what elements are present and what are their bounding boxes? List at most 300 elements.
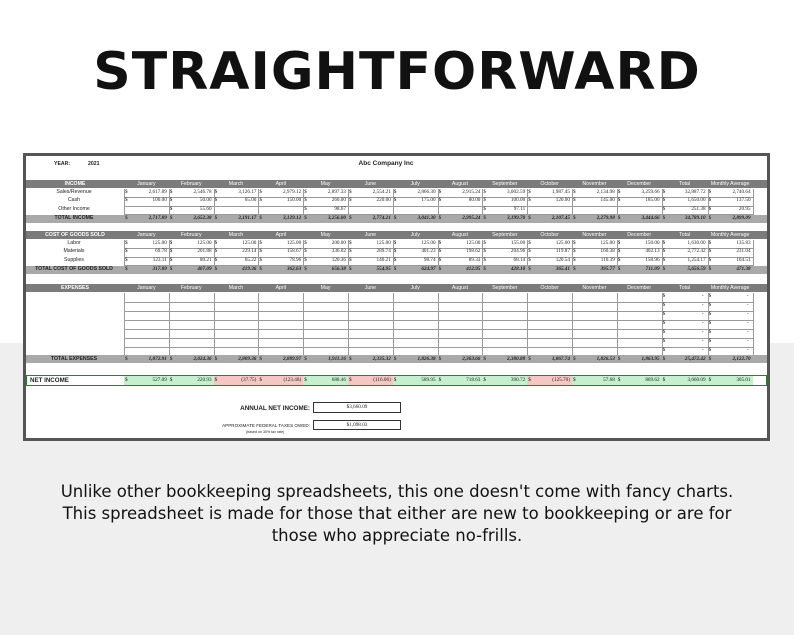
month-value: 175.00	[421, 197, 436, 203]
total-value: 25,472.42	[684, 355, 706, 362]
currency-sign: $	[662, 215, 666, 221]
currency-sign: $	[259, 248, 262, 254]
month-value: 125.00	[197, 239, 212, 246]
month-value: 160.38	[600, 248, 615, 254]
grid-line	[572, 240, 573, 266]
average-value: -	[746, 338, 749, 344]
month-value: 204.96	[510, 248, 526, 254]
month-header: March	[228, 180, 244, 187]
currency-sign: $	[169, 248, 173, 254]
row-label: Supplies	[64, 256, 84, 263]
currency-sign: $	[349, 239, 352, 246]
grid-line	[393, 293, 394, 356]
grid-line	[124, 311, 753, 312]
total-value: 3,660.09	[687, 377, 706, 383]
currency-sign: $	[169, 215, 173, 221]
currency-sign: $	[483, 205, 486, 212]
average-value: 2,122.70	[732, 355, 751, 362]
grid-line	[393, 240, 394, 266]
row-label: TOTAL COST OF GOODS SOLD	[35, 266, 113, 272]
currency-sign: $	[528, 215, 531, 221]
currency-sign: $	[393, 256, 397, 263]
currency-sign: $	[708, 338, 712, 344]
grid-line	[214, 293, 215, 356]
description-line: Unlike other bookkeeping spreadsheets, this one doesn't come with fancy charts.	[60, 482, 734, 501]
currency-sign: $	[259, 355, 262, 362]
row-label: Materials	[63, 248, 85, 254]
currency-sign: $	[573, 256, 576, 263]
month-value: 125.00	[421, 239, 436, 246]
currency-sign: $	[304, 215, 307, 221]
month-value: 198.62	[466, 248, 481, 254]
month-value: 110.39	[600, 256, 615, 263]
month-value: 78.96	[289, 256, 302, 263]
month-value: 2,363.66	[462, 355, 481, 362]
month-value: 1,867.74	[551, 355, 570, 362]
month-value: 50.00	[199, 197, 212, 203]
currency-sign: $	[617, 239, 621, 246]
month-value: 89.33	[468, 256, 481, 263]
month-header: August	[451, 231, 469, 238]
currency-sign: $	[304, 266, 307, 272]
grid-line	[482, 189, 483, 215]
grid-line	[438, 293, 439, 356]
month-value: 3,259.66	[641, 188, 660, 195]
month-value: 390.72	[510, 377, 526, 383]
month-value: 2,546.78	[193, 188, 212, 195]
month-value: 185.00	[645, 197, 660, 203]
currency-sign: $	[573, 239, 576, 246]
currency-sign: $	[662, 311, 666, 317]
currency-sign: $	[125, 266, 128, 272]
month-header: May	[320, 180, 331, 187]
month-value: 2,717.89	[148, 215, 167, 221]
month-header: September	[492, 284, 518, 291]
currency-sign: $	[393, 197, 397, 203]
currency-sign: $	[708, 329, 712, 335]
month-value: 80.21	[199, 256, 212, 263]
month-value: 123.11	[152, 256, 167, 263]
currency-sign: $	[214, 239, 218, 246]
expenses-title: EXPENSES	[61, 284, 89, 291]
currency-sign: $	[483, 256, 486, 263]
currency-sign: $	[528, 256, 531, 263]
average-value: -	[746, 329, 749, 335]
month-value: 3,126.17	[238, 188, 257, 195]
currency-sign: $	[483, 355, 486, 362]
month-value: 412.95	[466, 266, 481, 272]
month-header: October	[540, 231, 559, 238]
grid-line	[348, 189, 349, 215]
currency-sign: $	[483, 239, 486, 246]
currency-sign: $	[573, 188, 576, 195]
average-value: 137.50	[736, 197, 751, 203]
grid-line	[753, 240, 754, 266]
grid-line	[124, 240, 125, 266]
currency-sign: $	[708, 355, 712, 362]
currency-sign: $	[662, 266, 666, 272]
month-header: June	[364, 180, 377, 187]
month-value: 527.09	[152, 377, 167, 383]
month-header: October	[540, 180, 559, 187]
month-value: 688.46	[331, 377, 346, 383]
currency-sign: $	[349, 355, 352, 362]
currency-sign: $	[169, 188, 173, 195]
month-header: July	[410, 231, 420, 238]
grid-line	[527, 293, 528, 356]
currency-sign: $	[393, 239, 397, 246]
total-value: 2,772.42	[687, 248, 706, 254]
month-value: 125.00	[242, 239, 257, 246]
month-value: 150.00	[286, 197, 302, 203]
total-value: 1,254.17	[687, 256, 706, 263]
month-value: 3,256.00	[327, 215, 346, 221]
month-value: 317.89	[152, 266, 167, 272]
currency-sign: $	[349, 377, 352, 383]
grid-line	[124, 293, 125, 356]
currency-sign: $	[708, 188, 712, 195]
month-header: June	[364, 284, 377, 291]
average-value: -	[746, 311, 749, 317]
month-value: 125.00	[152, 239, 167, 246]
month-value: 3,002.59	[507, 188, 526, 195]
currency-sign: $	[259, 239, 262, 246]
summary-header: Monthly Average	[710, 284, 750, 291]
expenses-header	[26, 284, 767, 292]
currency-sign: $	[662, 239, 666, 246]
row-label: Other Income	[58, 205, 90, 212]
month-header: April	[275, 231, 286, 238]
grid-line	[124, 320, 753, 321]
row-label: TOTAL EXPENSES	[50, 355, 98, 362]
total-value: -	[701, 338, 704, 344]
month-value: 140.21	[376, 256, 391, 263]
currency-sign: $	[528, 355, 531, 362]
currency-sign: $	[617, 248, 621, 254]
currency-sign: $	[169, 355, 173, 362]
month-value: 100.00	[510, 197, 526, 203]
month-value: 69.78	[155, 248, 167, 254]
grid-line	[124, 347, 753, 348]
currency-sign: $	[483, 266, 486, 272]
grid-line	[662, 189, 663, 215]
month-value: 2,335.32	[372, 355, 391, 362]
month-header: September	[492, 231, 518, 238]
grid-line	[124, 206, 753, 207]
currency-sign: $	[304, 205, 307, 212]
total-value: -	[701, 302, 704, 308]
month-value: 395.77	[600, 266, 615, 272]
month-value: 336.02	[331, 248, 346, 254]
month-value: 2,652.38	[193, 215, 212, 221]
average-value: 104.51	[736, 256, 751, 263]
month-value: 57.68	[603, 377, 615, 383]
grid-line	[708, 189, 709, 215]
currency-sign: $	[528, 239, 531, 246]
row-label: Cash	[67, 197, 81, 203]
month-value: 1,987.45	[551, 188, 570, 195]
currency-sign: $	[617, 377, 621, 383]
total-value: -	[701, 347, 704, 353]
month-value: 3,444.66	[641, 215, 660, 221]
month-header: March	[228, 231, 244, 238]
currency-sign: $	[662, 320, 666, 326]
month-header: February	[180, 180, 202, 187]
currency-sign: $	[393, 248, 397, 254]
month-header: October	[540, 284, 559, 291]
currency-sign: $	[304, 239, 307, 246]
currency-sign: $	[259, 197, 262, 203]
grid-line	[124, 329, 753, 330]
month-value: 155.00	[510, 239, 526, 246]
month-value: 3,199.70	[507, 215, 526, 221]
grid-line	[438, 189, 439, 215]
currency-sign: $	[708, 256, 712, 263]
currency-sign: $	[573, 215, 576, 221]
grid-line	[617, 189, 618, 215]
row-label: TOTAL INCOME	[54, 215, 94, 221]
currency-sign: $	[573, 197, 576, 203]
currency-sign: $	[169, 266, 173, 272]
row-label: Sales/Revenue	[56, 188, 92, 195]
currency-sign: $	[528, 197, 531, 203]
currency-sign: $	[662, 355, 666, 362]
month-header: August	[451, 180, 469, 187]
month-value: 2,024.36	[193, 355, 212, 362]
currency-sign: $	[125, 355, 128, 362]
description-line: This spreadsheet is made for those that either are new to bookkeeping or are for	[62, 504, 732, 523]
month-value: 3,041.30	[417, 215, 436, 221]
currency-sign: $	[573, 355, 576, 362]
month-value: 201.88	[197, 248, 212, 254]
currency-sign: $	[214, 266, 218, 272]
currency-sign: $	[662, 329, 666, 335]
currency-sign: $	[214, 355, 218, 362]
total-value: 32,887.72	[684, 188, 706, 195]
currency-sign: $	[125, 256, 128, 263]
currency-sign: $	[214, 377, 218, 383]
currency-sign: $	[708, 293, 712, 299]
month-header: April	[275, 284, 286, 291]
summary-header: Monthly Average	[710, 180, 750, 187]
grid-line	[303, 293, 304, 356]
month-header: July	[410, 284, 420, 291]
grid-line	[527, 189, 528, 215]
grid-line	[303, 240, 304, 266]
currency-sign: $	[438, 377, 442, 383]
currency-sign: $	[573, 377, 576, 383]
average-value: 2,740.64	[732, 188, 751, 195]
month-value: 119.87	[555, 248, 570, 254]
grid-line	[124, 302, 753, 303]
month-header: December	[627, 284, 652, 291]
month-value: 589.95	[421, 377, 436, 383]
month-value: 2,107.45	[551, 215, 570, 221]
currency-sign: $	[349, 188, 352, 195]
month-value: 65.22	[244, 256, 257, 263]
grid-line	[527, 240, 528, 266]
month-value: 3,129.12	[283, 215, 302, 221]
month-value: 220.00	[376, 197, 391, 203]
month-value: 289.74	[376, 248, 391, 254]
month-value: 80.00	[468, 197, 481, 203]
currency-sign: $	[125, 377, 128, 383]
month-value: (37.75)	[241, 377, 257, 383]
currency-sign: $	[617, 188, 621, 195]
month-value: (116.06)	[373, 377, 391, 383]
currency-sign: $	[483, 248, 486, 254]
grid-line	[438, 240, 439, 266]
month-value: 2,866.30	[417, 188, 436, 195]
currency-sign: $	[214, 188, 218, 195]
month-value: 1,872.91	[148, 355, 167, 362]
currency-sign: $	[214, 248, 218, 254]
month-value: 120.54	[555, 256, 570, 263]
year-value: 2021	[88, 161, 100, 167]
grid-line	[258, 240, 259, 266]
grid-line	[258, 293, 259, 356]
month-value: 2,554.21	[372, 188, 391, 195]
month-value: 100.00	[152, 197, 167, 203]
currency-sign: $	[708, 215, 712, 221]
grid-line	[393, 189, 394, 215]
month-value: 2,915.24	[462, 188, 481, 195]
total-value: 251.38	[691, 205, 706, 212]
grid-line	[753, 189, 754, 215]
month-value: 711.09	[645, 266, 660, 272]
currency-sign: $	[617, 197, 621, 203]
currency-sign: $	[483, 215, 486, 221]
month-value: 2,897.33	[327, 188, 346, 195]
currency-sign: $	[528, 188, 531, 195]
annual-net-income-value: $3,660.09	[346, 404, 368, 410]
currency-sign: $	[304, 248, 307, 254]
month-value: 150.00	[645, 239, 660, 246]
month-value: 401.23	[421, 248, 436, 254]
currency-sign: $	[169, 197, 173, 203]
grid-line	[617, 240, 618, 266]
summary-header: Total	[679, 231, 691, 238]
currency-sign: $	[438, 215, 442, 221]
currency-sign: $	[349, 215, 352, 221]
currency-sign: $	[617, 256, 621, 263]
average-value: 305.01	[736, 377, 751, 383]
month-value: 260.00	[331, 197, 346, 203]
currency-sign: $	[438, 239, 442, 246]
currency-sign: $	[125, 215, 128, 221]
currency-sign: $	[528, 266, 531, 272]
month-header: August	[451, 284, 469, 291]
currency-sign: $	[483, 197, 486, 203]
currency-sign: $	[259, 215, 262, 221]
currency-sign: $	[617, 355, 621, 362]
month-value: 2,979.12	[283, 188, 302, 195]
month-value: 125.00	[286, 239, 302, 246]
month-header: March	[228, 284, 244, 291]
currency-sign: $	[662, 197, 666, 203]
summary-header: Monthly Average	[710, 231, 750, 238]
currency-sign: $	[573, 248, 576, 254]
grid-line	[214, 189, 215, 215]
currency-sign: $	[169, 205, 173, 212]
grid-line	[708, 293, 709, 356]
headline: STRAIGHTFORWARD	[93, 42, 701, 102]
month-value: 98.67	[334, 205, 346, 212]
currency-sign: $	[438, 266, 442, 272]
summary-header: Total	[679, 284, 691, 291]
tax-note: (based on 30% tax rate)	[246, 430, 285, 434]
currency-sign: $	[662, 248, 666, 254]
currency-sign: $	[214, 215, 218, 221]
grid-line	[169, 240, 170, 266]
grid-line	[348, 293, 349, 356]
currency-sign: $	[125, 239, 128, 246]
month-header: June	[364, 231, 377, 238]
currency-sign: $	[438, 256, 442, 263]
cogs-title: COST OF GOODS SOLD	[45, 231, 105, 238]
currency-sign: $	[483, 188, 486, 195]
currency-sign: $	[708, 266, 712, 272]
grid-line	[482, 240, 483, 266]
currency-sign: $	[393, 188, 397, 195]
month-header: January	[137, 180, 156, 187]
description	[0, 481, 794, 547]
currency-sign: $	[438, 248, 442, 254]
month-header: January	[137, 231, 156, 238]
currency-sign: $	[214, 256, 218, 263]
grid-line	[572, 293, 573, 356]
currency-sign: $	[169, 239, 173, 246]
grid-line	[617, 293, 618, 356]
month-value: 120.36	[331, 256, 346, 263]
month-value: 1,911.16	[328, 355, 346, 362]
month-value: 2,774.21	[372, 215, 391, 221]
currency-sign: $	[438, 188, 442, 195]
month-value: 120.00	[555, 197, 570, 203]
month-value: 55.60	[199, 205, 212, 212]
currency-sign: $	[304, 355, 307, 362]
currency-sign: $	[304, 188, 307, 195]
currency-sign: $	[349, 256, 352, 263]
currency-sign: $	[573, 266, 576, 272]
tax-label: APPROXIMATE FEDERAL TAXES OWED:	[222, 423, 310, 428]
month-value: (123.48)	[283, 377, 302, 383]
month-value: 158.67	[286, 248, 302, 254]
month-value: 125.00	[376, 239, 391, 246]
tax-value: $1,098.03	[346, 421, 368, 428]
grid-line	[258, 189, 259, 215]
grid-line	[662, 293, 663, 356]
currency-sign: $	[708, 239, 712, 246]
month-value: 200.00	[331, 239, 346, 246]
month-value: 3,191.17	[238, 215, 257, 221]
month-value: 419.36	[242, 266, 257, 272]
currency-sign: $	[662, 302, 666, 308]
month-value: 125.00	[600, 239, 615, 246]
annual-net-income-label: ANNUAL NET INCOME:	[240, 405, 310, 412]
month-header: February	[180, 284, 202, 291]
month-value: 2,889.97	[283, 355, 302, 362]
month-value: 407.09	[197, 266, 212, 272]
currency-sign: $	[349, 266, 352, 272]
grid-line	[169, 189, 170, 215]
month-value: 1,826.38	[417, 355, 436, 362]
summary-header: Total	[679, 180, 691, 187]
year-label: YEAR:	[54, 161, 71, 167]
grid-line	[708, 240, 709, 266]
currency-sign: $	[662, 256, 666, 263]
month-value: 2,809.36	[238, 355, 257, 362]
